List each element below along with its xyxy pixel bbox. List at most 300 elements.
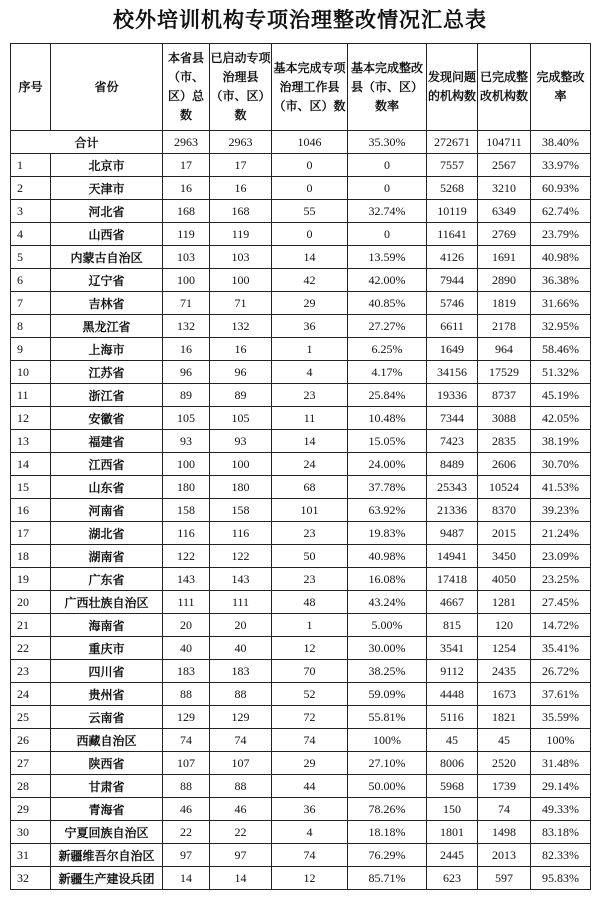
total-row	[11, 131, 591, 154]
table-cell: 32.74%	[348, 200, 427, 223]
table-cell: 111	[210, 591, 272, 614]
table-cell: 183	[163, 660, 210, 683]
province-name: 福建省	[51, 430, 163, 453]
row-number: 29	[11, 798, 51, 821]
province-name: 黑龙江省	[51, 315, 163, 338]
table-cell: 100	[163, 453, 210, 476]
table-row	[11, 867, 591, 890]
row-number: 32	[11, 867, 51, 890]
table-cell: 25343	[427, 476, 478, 499]
table-cell: 132	[163, 315, 210, 338]
table-cell: 0	[348, 177, 427, 200]
table-cell: 3210	[478, 177, 531, 200]
header-row	[11, 44, 591, 131]
table-cell: 17529	[478, 361, 531, 384]
table-cell: 44	[272, 775, 348, 798]
row-number: 28	[11, 775, 51, 798]
table-row	[11, 752, 591, 775]
table-cell: 101	[272, 499, 348, 522]
table-cell: 964	[478, 338, 531, 361]
province-name: 四川省	[51, 660, 163, 683]
total-label: 合计	[11, 131, 163, 154]
row-number: 2	[11, 177, 51, 200]
table-cell: 72	[272, 706, 348, 729]
table-cell: 1673	[478, 683, 531, 706]
table-cell: 116	[210, 522, 272, 545]
total-cell: 35.30%	[348, 131, 427, 154]
table-cell: 1498	[478, 821, 531, 844]
table-cell: 52	[272, 683, 348, 706]
province-name: 山东省	[51, 476, 163, 499]
row-number: 10	[11, 361, 51, 384]
table-cell: 42	[272, 269, 348, 292]
table-cell: 10.48%	[348, 407, 427, 430]
table-cell: 40.85%	[348, 292, 427, 315]
table-cell: 103	[163, 246, 210, 269]
row-number: 19	[11, 568, 51, 591]
table-cell: 5968	[427, 775, 478, 798]
table-row	[11, 499, 591, 522]
table-cell: 23.79%	[531, 223, 591, 246]
table-cell: 7944	[427, 269, 478, 292]
table-cell: 85.71%	[348, 867, 427, 890]
column-header: 基本完成整改县（市、区）数率	[348, 44, 427, 131]
table-cell: 96	[163, 361, 210, 384]
table-cell: 74	[272, 844, 348, 867]
row-number: 9	[11, 338, 51, 361]
table-row	[11, 545, 591, 568]
table-row	[11, 844, 591, 867]
table-cell: 119	[163, 223, 210, 246]
table-cell: 97	[210, 844, 272, 867]
row-number: 25	[11, 706, 51, 729]
table-cell: 40	[163, 637, 210, 660]
table-cell: 6.25%	[348, 338, 427, 361]
table-cell: 43.24%	[348, 591, 427, 614]
table-cell: 9487	[427, 522, 478, 545]
table-cell: 30.70%	[531, 453, 591, 476]
table-cell: 17	[163, 154, 210, 177]
column-header: 省份	[51, 44, 163, 131]
table-cell: 27.27%	[348, 315, 427, 338]
table-cell: 105	[210, 407, 272, 430]
total-cell: 2963	[163, 131, 210, 154]
province-name: 甘肃省	[51, 775, 163, 798]
table-cell: 50	[272, 545, 348, 568]
table-cell: 11641	[427, 223, 478, 246]
table-cell: 34156	[427, 361, 478, 384]
column-header: 基本完成专项治理工作县（市、区）数	[272, 44, 348, 131]
table-cell: 22	[210, 821, 272, 844]
table-cell: 7557	[427, 154, 478, 177]
province-name: 重庆市	[51, 637, 163, 660]
table-cell: 1649	[427, 338, 478, 361]
table-cell: 6349	[478, 200, 531, 223]
table-cell: 19336	[427, 384, 478, 407]
table-cell: 32.95%	[531, 315, 591, 338]
table-cell: 16	[210, 177, 272, 200]
table-row	[11, 614, 591, 637]
table-cell: 2890	[478, 269, 531, 292]
table-cell: 14941	[427, 545, 478, 568]
row-number: 16	[11, 499, 51, 522]
table-row	[11, 338, 591, 361]
table-cell: 168	[210, 200, 272, 223]
table-cell: 143	[163, 568, 210, 591]
total-cell: 1046	[272, 131, 348, 154]
table-cell: 1739	[478, 775, 531, 798]
table-cell: 143	[210, 568, 272, 591]
table-cell: 63.92%	[348, 499, 427, 522]
province-name: 吉林省	[51, 292, 163, 315]
row-number: 23	[11, 660, 51, 683]
table-cell: 55.81%	[348, 706, 427, 729]
table-cell: 29	[272, 752, 348, 775]
table-cell: 15.05%	[348, 430, 427, 453]
table-row	[11, 637, 591, 660]
table-cell: 3450	[478, 545, 531, 568]
table-cell: 74	[272, 729, 348, 752]
table-cell: 2835	[478, 430, 531, 453]
table-cell: 4126	[427, 246, 478, 269]
table-cell: 16	[163, 177, 210, 200]
province-name: 上海市	[51, 338, 163, 361]
province-name: 广西壮族自治区	[51, 591, 163, 614]
table-cell: 103	[210, 246, 272, 269]
row-number: 30	[11, 821, 51, 844]
table-cell: 7344	[427, 407, 478, 430]
row-number: 27	[11, 752, 51, 775]
table-cell: 51.32%	[531, 361, 591, 384]
table-row	[11, 683, 591, 706]
table-cell: 129	[210, 706, 272, 729]
table-row	[11, 361, 591, 384]
table-cell: 29.14%	[531, 775, 591, 798]
table-cell: 0	[272, 177, 348, 200]
table-cell: 1254	[478, 637, 531, 660]
table-cell: 20	[210, 614, 272, 637]
table-row	[11, 821, 591, 844]
row-number: 8	[11, 315, 51, 338]
row-number: 14	[11, 453, 51, 476]
table-cell: 25.84%	[348, 384, 427, 407]
total-cell: 38.40%	[531, 131, 591, 154]
table-cell: 38.19%	[531, 430, 591, 453]
table-cell: 20	[163, 614, 210, 637]
table-cell: 5.00%	[348, 614, 427, 637]
table-cell: 0	[348, 154, 427, 177]
table-cell: 150	[427, 798, 478, 821]
table-cell: 105	[163, 407, 210, 430]
table-cell: 158	[163, 499, 210, 522]
table-cell: 1281	[478, 591, 531, 614]
table-cell: 22	[163, 821, 210, 844]
row-number: 5	[11, 246, 51, 269]
table-cell: 100%	[348, 729, 427, 752]
table-cell: 8006	[427, 752, 478, 775]
table-cell: 33.97%	[531, 154, 591, 177]
table-cell: 4050	[478, 568, 531, 591]
table-cell: 88	[210, 683, 272, 706]
table-cell: 36	[272, 798, 348, 821]
table-cell: 23.25%	[531, 568, 591, 591]
column-header: 发现问题的机构数	[427, 44, 478, 131]
table-cell: 18.18%	[348, 821, 427, 844]
table-cell: 122	[210, 545, 272, 568]
table-cell: 2015	[478, 522, 531, 545]
row-number: 4	[11, 223, 51, 246]
table-row	[11, 292, 591, 315]
table-cell: 39.23%	[531, 499, 591, 522]
province-name: 河北省	[51, 200, 163, 223]
row-number: 18	[11, 545, 51, 568]
table-cell: 2013	[478, 844, 531, 867]
table-cell: 4667	[427, 591, 478, 614]
table-cell: 26.72%	[531, 660, 591, 683]
table-row	[11, 660, 591, 683]
table-cell: 31.66%	[531, 292, 591, 315]
table-cell: 45	[478, 729, 531, 752]
summary-table	[10, 43, 591, 890]
table-cell: 2567	[478, 154, 531, 177]
province-name: 海南省	[51, 614, 163, 637]
table-cell: 12	[272, 867, 348, 890]
province-name: 湖北省	[51, 522, 163, 545]
table-cell: 1801	[427, 821, 478, 844]
table-cell: 38.25%	[348, 660, 427, 683]
province-name: 浙江省	[51, 384, 163, 407]
table-cell: 16	[163, 338, 210, 361]
table-cell: 8489	[427, 453, 478, 476]
table-row	[11, 154, 591, 177]
table-cell: 1	[272, 614, 348, 637]
province-name: 青海省	[51, 798, 163, 821]
province-name: 陕西省	[51, 752, 163, 775]
row-number: 12	[11, 407, 51, 430]
table-cell: 36	[272, 315, 348, 338]
row-number: 31	[11, 844, 51, 867]
table-cell: 5268	[427, 177, 478, 200]
table-row	[11, 407, 591, 430]
table-row	[11, 384, 591, 407]
table-cell: 49.33%	[531, 798, 591, 821]
table-cell: 9112	[427, 660, 478, 683]
table-cell: 21.24%	[531, 522, 591, 545]
table-row	[11, 522, 591, 545]
table-cell: 68	[272, 476, 348, 499]
table-row	[11, 568, 591, 591]
province-name: 山西省	[51, 223, 163, 246]
total-cell: 272671	[427, 131, 478, 154]
table-cell: 2178	[478, 315, 531, 338]
table-cell: 21336	[427, 499, 478, 522]
province-name: 宁夏回族自治区	[51, 821, 163, 844]
table-row	[11, 315, 591, 338]
row-number: 7	[11, 292, 51, 315]
table-cell: 17418	[427, 568, 478, 591]
table-row	[11, 798, 591, 821]
table-cell: 48	[272, 591, 348, 614]
table-cell: 42.05%	[531, 407, 591, 430]
table-cell: 2606	[478, 453, 531, 476]
table-cell: 0	[348, 223, 427, 246]
table-cell: 12	[272, 637, 348, 660]
table-cell: 2445	[427, 844, 478, 867]
table-cell: 116	[163, 522, 210, 545]
province-name: 河南省	[51, 499, 163, 522]
column-header: 已启动专项治理县（市、区）数	[210, 44, 272, 131]
table-cell: 40.98%	[531, 246, 591, 269]
table-cell: 41.53%	[531, 476, 591, 499]
province-name: 安徽省	[51, 407, 163, 430]
table-cell: 2435	[478, 660, 531, 683]
table-cell: 8370	[478, 499, 531, 522]
table-cell: 100%	[531, 729, 591, 752]
table-cell: 1	[272, 338, 348, 361]
table-cell: 88	[163, 775, 210, 798]
table-cell: 5116	[427, 706, 478, 729]
table-cell: 70	[272, 660, 348, 683]
table-cell: 74	[163, 729, 210, 752]
table-cell: 120	[478, 614, 531, 637]
table-cell: 183	[210, 660, 272, 683]
table-cell: 3088	[478, 407, 531, 430]
table-cell: 11	[272, 407, 348, 430]
total-cell: 104711	[478, 131, 531, 154]
table-row	[11, 706, 591, 729]
row-number: 6	[11, 269, 51, 292]
table-cell: 100	[210, 269, 272, 292]
column-header: 已完成整改机构数	[478, 44, 531, 131]
table-cell: 83.18%	[531, 821, 591, 844]
row-number: 1	[11, 154, 51, 177]
province-name: 西藏自治区	[51, 729, 163, 752]
table-cell: 27.45%	[531, 591, 591, 614]
row-number: 17	[11, 522, 51, 545]
province-name: 天津市	[51, 177, 163, 200]
table-cell: 158	[210, 499, 272, 522]
table-row	[11, 729, 591, 752]
table-cell: 16	[210, 338, 272, 361]
table-cell: 107	[163, 752, 210, 775]
table-cell: 93	[163, 430, 210, 453]
table-cell: 2520	[478, 752, 531, 775]
table-cell: 8737	[478, 384, 531, 407]
table-cell: 88	[163, 683, 210, 706]
column-header: 序号	[11, 44, 51, 131]
table-cell: 10119	[427, 200, 478, 223]
table-cell: 96	[210, 361, 272, 384]
table-cell: 119	[210, 223, 272, 246]
table-row	[11, 476, 591, 499]
table-cell: 59.09%	[348, 683, 427, 706]
row-number: 13	[11, 430, 51, 453]
table-cell: 23	[272, 568, 348, 591]
table-cell: 111	[163, 591, 210, 614]
table-cell: 180	[163, 476, 210, 499]
table-cell: 45	[427, 729, 478, 752]
table-cell: 168	[163, 200, 210, 223]
province-name: 新疆生产建设兵团	[51, 867, 163, 890]
table-cell: 815	[427, 614, 478, 637]
table-cell: 29	[272, 292, 348, 315]
table-cell: 89	[210, 384, 272, 407]
table-cell: 14.72%	[531, 614, 591, 637]
table-cell: 180	[210, 476, 272, 499]
table-cell: 16.08%	[348, 568, 427, 591]
province-name: 广东省	[51, 568, 163, 591]
table-cell: 107	[210, 752, 272, 775]
row-number: 22	[11, 637, 51, 660]
table-cell: 37.78%	[348, 476, 427, 499]
table-cell: 31.48%	[531, 752, 591, 775]
table-cell: 13.59%	[348, 246, 427, 269]
table-cell: 23.09%	[531, 545, 591, 568]
column-header: 本省县（市、区）总数	[163, 44, 210, 131]
province-name: 辽宁省	[51, 269, 163, 292]
table-cell: 14	[210, 867, 272, 890]
province-name: 北京市	[51, 154, 163, 177]
table-cell: 6611	[427, 315, 478, 338]
table-cell: 97	[163, 844, 210, 867]
table-cell: 10524	[478, 476, 531, 499]
table-cell: 23	[272, 384, 348, 407]
table-cell: 100	[163, 269, 210, 292]
table-cell: 19.83%	[348, 522, 427, 545]
table-cell: 0	[272, 154, 348, 177]
table-cell: 0	[272, 223, 348, 246]
table-cell: 4	[272, 821, 348, 844]
table-cell: 132	[210, 315, 272, 338]
table-cell: 1821	[478, 706, 531, 729]
table-cell: 71	[163, 292, 210, 315]
province-name: 湖南省	[51, 545, 163, 568]
row-number: 11	[11, 384, 51, 407]
table-cell: 1819	[478, 292, 531, 315]
table-row	[11, 775, 591, 798]
table-cell: 76.29%	[348, 844, 427, 867]
table-cell: 4	[272, 361, 348, 384]
table-cell: 100	[210, 453, 272, 476]
row-number: 21	[11, 614, 51, 637]
table-row	[11, 177, 591, 200]
table-row	[11, 269, 591, 292]
table-cell: 82.33%	[531, 844, 591, 867]
table-cell: 95.83%	[531, 867, 591, 890]
province-name: 内蒙古自治区	[51, 246, 163, 269]
table-row	[11, 430, 591, 453]
table-cell: 89	[163, 384, 210, 407]
table-cell: 55	[272, 200, 348, 223]
table-cell: 27.10%	[348, 752, 427, 775]
table-cell: 5746	[427, 292, 478, 315]
table-cell: 62.74%	[531, 200, 591, 223]
table-cell: 45.19%	[531, 384, 591, 407]
table-cell: 14	[163, 867, 210, 890]
row-number: 26	[11, 729, 51, 752]
table-cell: 24.00%	[348, 453, 427, 476]
province-name: 江西省	[51, 453, 163, 476]
table-cell: 623	[427, 867, 478, 890]
table-row	[11, 453, 591, 476]
province-name: 江苏省	[51, 361, 163, 384]
table-cell: 93	[210, 430, 272, 453]
total-cell: 2963	[210, 131, 272, 154]
table-cell: 24	[272, 453, 348, 476]
table-cell: 14	[272, 430, 348, 453]
table-cell: 74	[478, 798, 531, 821]
table-cell: 3541	[427, 637, 478, 660]
